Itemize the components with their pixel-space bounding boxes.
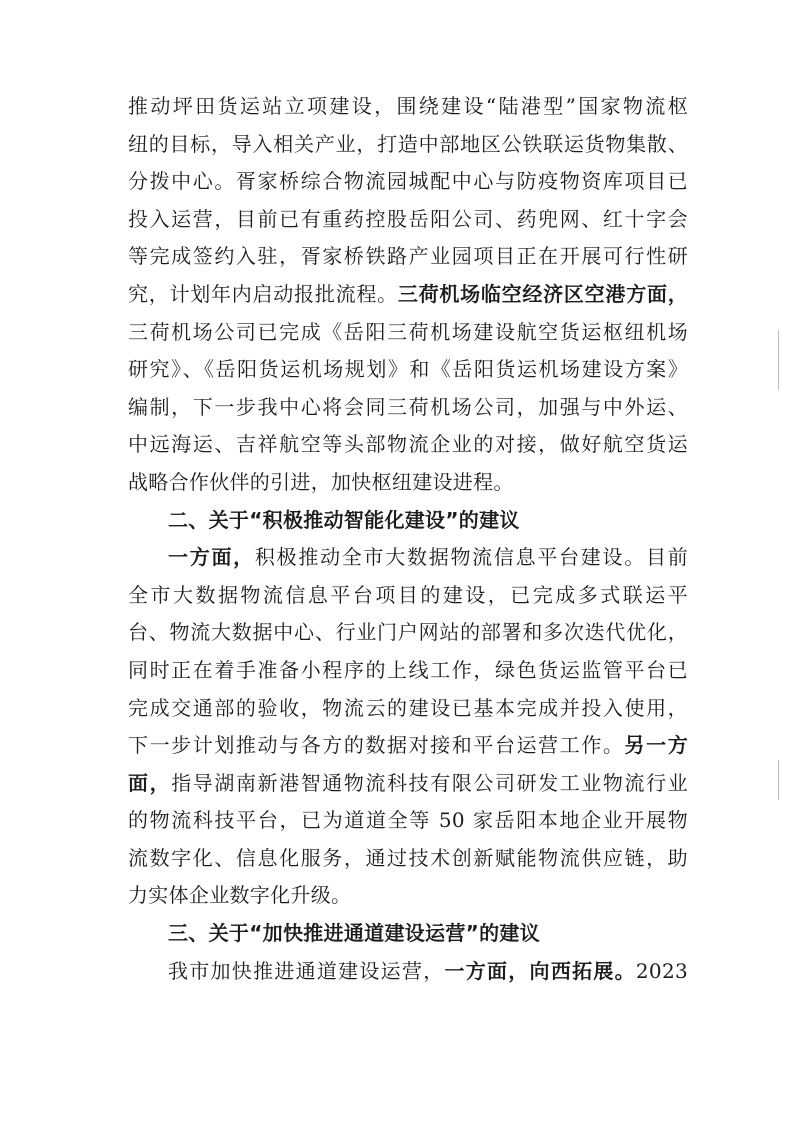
text-segment: 战略合作伙伴的引进，加快枢纽建设进程。	[128, 469, 514, 494]
text-line	[128, 652, 688, 690]
text-segment: 三、关于“加快推进通道建设运营”的建议	[168, 921, 540, 946]
text-segment: 下一步计划推动与各方的数据对接和平台运营工作。	[128, 733, 625, 758]
text-segment: 完成交通部的验收，物流云的建设已基本完成并投入使用，	[128, 695, 688, 720]
text-segment: 力实体企业数字化升级。	[128, 883, 352, 908]
bold-text-segment: 一方面，	[168, 545, 255, 570]
text-line	[128, 389, 688, 427]
text-line	[128, 201, 688, 239]
text-line	[128, 126, 688, 164]
text-line	[128, 351, 688, 389]
text-segment: 投入运营，目前已有重药控股岳阳公司、药兜网、红十字会	[128, 206, 688, 231]
text-segment: 台、物流大数据中心、行业门户网站的部署和多次迭代优化，	[128, 620, 688, 645]
text-segment: 纽的目标，导入相关产业，打造中部地区公铁联运货物集散、	[128, 131, 688, 156]
bold-text-segment: 另一方	[624, 733, 688, 758]
text-line	[128, 840, 688, 878]
scan-edge-mark	[778, 330, 779, 390]
text-line	[128, 877, 688, 915]
text-line	[128, 802, 688, 840]
text-line	[128, 238, 688, 276]
text-segment: 推动坪田货运站立项建设，围绕建设“陆港型”国家物流枢	[128, 94, 688, 118]
text-segment: 指导湖南新港智通物流科技有限公司研发工业物流行业	[171, 770, 688, 795]
text-segment: 我市加快推进通道建设运营，	[168, 958, 445, 983]
text-line	[128, 690, 688, 728]
bold-text-segment: 三荷机场临空经济区空港方面，	[397, 281, 689, 306]
text-segment: 全市大数据物流信息平台项目的建设，已完成多式联运平	[128, 582, 688, 607]
scan-edge-mark	[778, 760, 779, 800]
bold-text-segment: 面，	[128, 770, 172, 795]
text-line	[128, 614, 688, 652]
text-segment: 流数字化、信息化服务，通过技术创新赋能物流供应链，助	[128, 845, 688, 870]
body-text	[128, 88, 688, 990]
text-line	[128, 953, 688, 991]
bold-text-segment: 一方面，向西拓展。	[444, 958, 636, 983]
text-segment: 2023	[635, 958, 688, 983]
text-segment: 究，计划年内启动报批流程。	[128, 281, 398, 306]
text-line	[128, 88, 688, 126]
text-segment: 的物流科技平台，已为道道全等 50 家岳阳本地企业开展物	[128, 808, 688, 833]
text-line	[128, 314, 688, 352]
text-segment: 三荷机场公司已完成《岳阳三荷机场建设航空货运枢纽机场	[128, 319, 688, 344]
text-segment: 同时正在着手准备小程序的上线工作，绿色货运监管平台已	[128, 657, 688, 682]
text-segment: 研究》、《岳阳货运机场规划》和《岳阳货运机场建设方案》	[128, 357, 688, 382]
text-segment: 中远海运、吉祥航空等头部物流企业的对接，做好航空货运	[128, 432, 688, 457]
text-segment: 编制，下一步我中心将会同三荷机场公司，加强与中外运、	[128, 394, 688, 419]
text-line	[128, 539, 688, 577]
text-segment: 积极推动全市大数据物流信息平台建设。目前	[254, 545, 688, 570]
text-line	[128, 765, 688, 803]
text-line	[128, 276, 688, 314]
section-heading	[128, 502, 688, 540]
section-heading	[128, 915, 688, 953]
text-line	[128, 163, 688, 201]
text-segment: 分拨中心。胥家桥综合物流园城配中心与防疫物资库项目已	[128, 169, 688, 194]
text-segment: 等完成签约入驻，胥家桥铁路产业园项目正在开展可行性研	[128, 244, 688, 269]
text-line	[128, 727, 688, 765]
text-line	[128, 464, 688, 502]
text-line	[128, 426, 688, 464]
text-segment: 二、关于“积极推动智能化建设”的建议	[168, 507, 520, 532]
text-line	[128, 577, 688, 615]
